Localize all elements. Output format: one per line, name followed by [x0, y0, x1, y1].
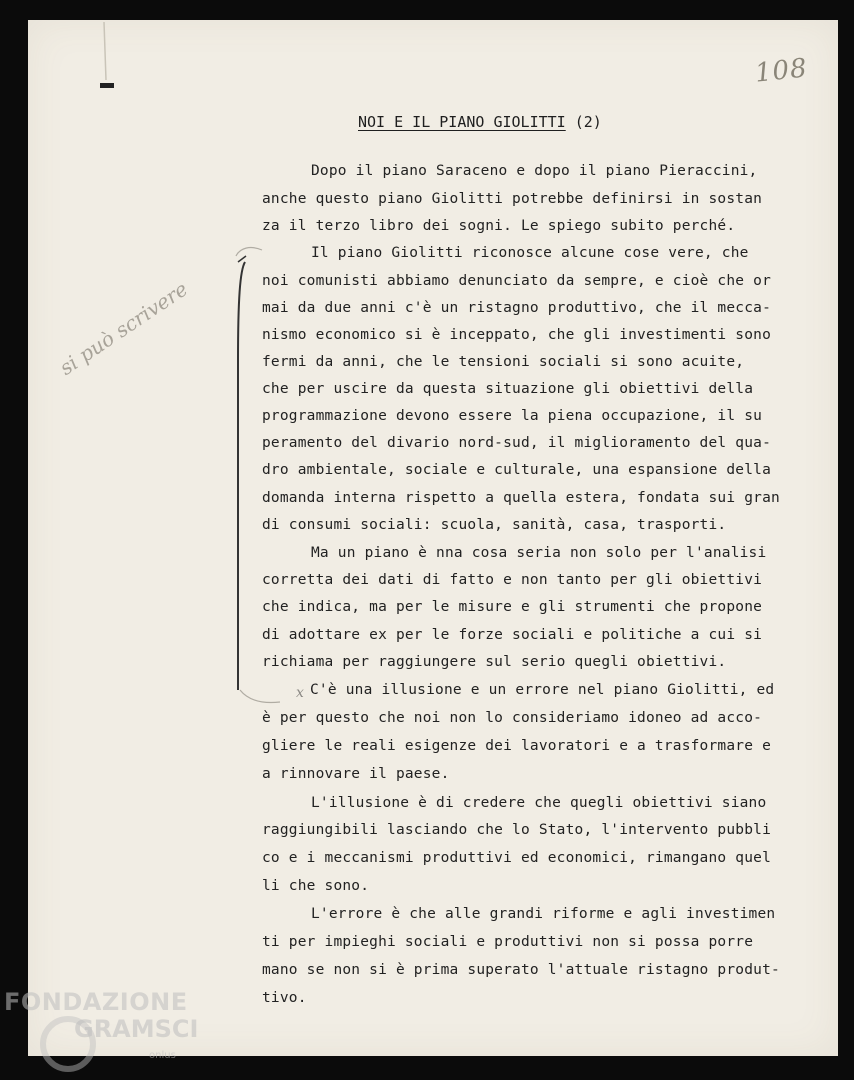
- text-line: L'illusione è di credere che quegli obiettivi siano: [311, 795, 767, 811]
- text-line: C'è una illusione e un errore nel piano Giolitti, ed: [310, 682, 775, 698]
- text-line: di adottare ex per le forze sociali e politiche a cui si: [262, 627, 763, 643]
- watermark-line-2: GRAMSCI: [74, 1015, 199, 1043]
- text-line: richiama per raggiungere sul serio quegli obiettivi.: [262, 654, 727, 670]
- text-line: ti per impieghi sociali e produttivi non si possa porre: [262, 934, 754, 950]
- text-line: raggiungibili lasciando che lo Stato, l'intervento pubbli: [262, 822, 771, 838]
- text-line: Dopo il piano Saraceno e dopo il piano Pieraccini,: [311, 163, 758, 179]
- text-line: noi comunisti abbiamo denunciato da sempre, e cioè che or: [262, 273, 771, 289]
- x-mark: x: [296, 685, 304, 701]
- text-line: li che sono.: [262, 878, 370, 894]
- text-line: corretta dei dati di fatto e non tanto per gli obiettivi: [262, 572, 763, 588]
- text-line: programmazione devono essere la piena occupazione, il su: [262, 408, 763, 424]
- text-line: Ma un piano è nna cosa seria non solo per l'analisi: [311, 545, 767, 561]
- text-line: za il terzo libro dei sogni. Le spiego subito perché.: [262, 218, 736, 234]
- text-line: L'errore è che alle grandi riforme e agli investimen: [311, 906, 776, 922]
- watermark-line-1: FONDAZIONE: [4, 988, 188, 1016]
- title-main: NOI E IL PIANO GIOLITTI: [358, 113, 566, 131]
- text-line: gliere le reali esigenze dei lavoratori e a trasformare e: [262, 738, 771, 754]
- title-suffix: (2): [574, 113, 602, 131]
- text-line: è per questo che noi non lo consideriamo idoneo ad acco-: [262, 710, 763, 726]
- text-line: mano se non si è prima superato l'attuale ristagno produt-: [262, 962, 780, 978]
- text-line: di consumi sociali: scuola, sanità, casa, trasporti.: [262, 517, 727, 533]
- text-line: a rinnovare il paese.: [262, 766, 450, 782]
- text-line: che indica, ma per le misure e gli strumenti che propone: [262, 599, 763, 615]
- text-line: co e i meccanismi produttivi ed economici, rimangano quel: [262, 850, 771, 866]
- text-line: dro ambientale, sociale e culturale, una espansione della: [262, 462, 771, 478]
- watermark-line-3: onlus: [149, 1050, 176, 1061]
- text-line: fermi da anni, che le tensioni sociali si sono acuite,: [262, 354, 745, 370]
- text-line: peramento del divario nord-sud, il miglioramento del qua-: [262, 435, 771, 451]
- text-line: tivo.: [262, 990, 307, 1006]
- text-line: domanda interna rispetto a quella estera, fondata sui gran: [262, 490, 780, 506]
- handwritten-margin-note: si può scrivere: [55, 276, 192, 380]
- text-line: che per uscire da questa situazione gli obiettivi della: [262, 381, 754, 397]
- text-line: nismo economico si è inceppato, che gli investimenti sono: [262, 327, 771, 343]
- text-line: Il piano Giolitti riconosce alcune cose vere, che: [311, 245, 749, 261]
- text-line: anche questo piano Giolitti potrebbe definirsi in sostan: [262, 191, 763, 207]
- page-number: 108: [753, 53, 810, 89]
- text-line: mai da due anni c'è un ristagno produttivo, che il mecca-: [262, 300, 771, 316]
